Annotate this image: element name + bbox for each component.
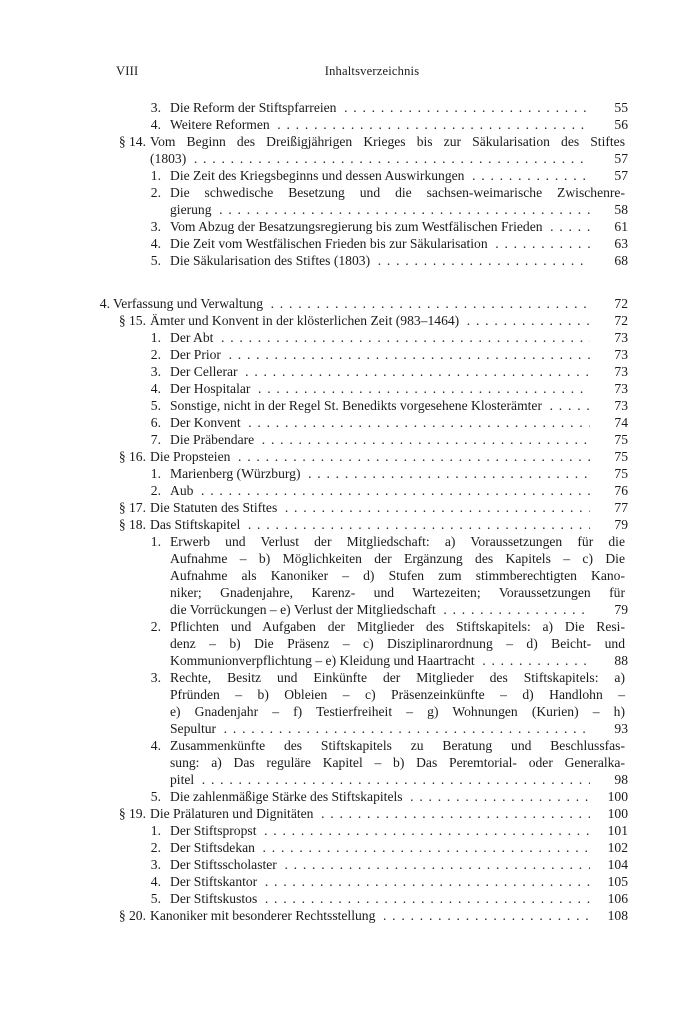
toc-entry-number: 4. — [150, 381, 161, 396]
toc-page-number: 108 — [607, 908, 628, 923]
toc-entry-title — [150, 517, 590, 533]
toc-page-number: 72 — [614, 296, 628, 311]
toc-page-number: 73 — [614, 330, 628, 345]
toc-entry-title — [170, 398, 590, 414]
toc-page-number: 75 — [614, 466, 628, 481]
toc-entry-title-line — [170, 755, 628, 771]
toc-entry-number: 3. — [150, 364, 161, 379]
toc-entry-number: § 17. — [118, 500, 146, 515]
toc-entry-text: Weitere Reformen — [170, 117, 273, 132]
toc-page-number: 75 — [614, 449, 628, 464]
toc-page-number: 73 — [614, 347, 628, 362]
toc-entry-title — [170, 466, 590, 482]
toc-entry-title — [170, 840, 590, 856]
toc-entry-number: 3. — [150, 857, 161, 872]
toc-entry-title — [150, 908, 590, 924]
toc-entry-text: Die Säkularisation des Stiftes (1803) — [170, 253, 373, 268]
toc-page-number: 100 — [607, 806, 628, 821]
toc-page-number: 98 — [614, 772, 628, 787]
toc-entry-text: Rechte, Besitz und Einkünfte der Mitglieder des Stiftskapitels: a) — [170, 670, 628, 685]
toc-page-number: 73 — [614, 364, 628, 379]
toc-entry-text: Die Zeit des Kriegsbeginns und dessen Auswirkungen — [170, 168, 467, 183]
toc-page-number: 102 — [607, 840, 628, 855]
toc-entry-title — [170, 347, 590, 363]
toc-entry-title — [170, 168, 590, 184]
toc-entry-title-line — [170, 185, 628, 201]
toc-entry-number: 6. — [150, 415, 161, 430]
toc-entry-text: Verfassung und Verwaltung — [113, 296, 266, 311]
toc-entry-title — [170, 117, 590, 133]
toc-page-number: 75 — [614, 432, 628, 447]
toc-entry-title-line — [170, 704, 628, 720]
toc-page-number: 74 — [614, 415, 628, 430]
toc-entry-number: 7. — [150, 432, 161, 447]
toc-entry-text: denz – b) Die Präsenz – c) Disziplinarordnung – d) Beicht- und — [170, 636, 628, 651]
toc-entry-text: Erwerb und Verlust der Mitgliedschaft: a) Voraussetzungen für die — [170, 534, 628, 549]
toc-entry-title — [170, 602, 590, 618]
toc-page-number: 105 — [607, 874, 628, 889]
toc-entry-title-line — [170, 619, 628, 635]
toc-entry-number: 1. — [150, 823, 161, 838]
toc-entry-title-line — [170, 585, 628, 601]
toc-entry-title — [170, 236, 590, 252]
toc-entry-title — [170, 721, 590, 737]
toc-entry-text: Die Propsteien — [150, 449, 233, 464]
toc-entry-text: Kommunionverpflichtung – e) Kleidung und Haartracht — [170, 653, 478, 668]
toc-entry-text: Der Cellerar — [170, 364, 241, 379]
toc-entry-text: Die Prälaturen und Dignitäten — [150, 806, 316, 821]
toc-entry-title — [170, 772, 590, 788]
toc-entry-text: Die schwedische Besetzung und die sachsen-weimarische Zwischenre- — [170, 185, 628, 200]
toc-entry-text: Aub — [170, 483, 196, 498]
toc-entry-text: Ämter und Konvent in der klösterlichen Zeit (983–1464) — [150, 313, 462, 328]
toc-entry-number: 2. — [150, 840, 161, 855]
toc-entry-text: Die Zeit vom Westfälischen Frieden bis zur Säkularisation — [170, 236, 491, 251]
toc-entry-text: Der Abt — [170, 330, 216, 345]
toc-entry-number: 2. — [150, 483, 161, 498]
toc-entry-text: Die zahlenmäßige Stärke des Stiftskapitels — [170, 789, 406, 804]
toc-entry-text: Kanoniker mit besonderer Rechtsstellung — [150, 908, 378, 923]
toc-entry-text: Der Stiftspropst — [170, 823, 259, 838]
toc-entry-title — [150, 151, 590, 167]
toc-entry-number: 4. — [150, 117, 161, 132]
toc-page-number: 77 — [614, 500, 628, 515]
toc-entry-number: 3. — [150, 219, 161, 234]
toc-entry-title — [150, 449, 590, 465]
toc-entry-title-line — [170, 738, 628, 754]
toc-entry-title — [170, 653, 590, 669]
toc-entry-number: § 14. — [118, 134, 146, 149]
toc-entry-title — [170, 874, 590, 890]
toc-entry-number: § 18. — [118, 517, 146, 532]
toc-page-number: 63 — [614, 236, 628, 251]
toc-entry-number: 1. — [150, 534, 161, 549]
toc-entry-number: 4. — [150, 874, 161, 889]
toc-entry-text: Der Stiftsdekan — [170, 840, 258, 855]
toc-entry-title — [170, 432, 590, 448]
toc-page-number: 68 — [614, 253, 628, 268]
toc-entry-title — [170, 789, 590, 805]
page-header — [116, 64, 628, 82]
toc-entry-text: Marienberg (Würzburg) — [170, 466, 303, 481]
toc-entry-number: 2. — [150, 185, 161, 200]
toc-page-number: 73 — [614, 381, 628, 396]
toc-entry-text: Sepultur — [170, 721, 219, 736]
toc-entry-number: 5. — [150, 253, 161, 268]
toc-entry-title-line — [170, 687, 628, 703]
toc-page-number: 79 — [614, 602, 628, 617]
toc-entry-title-line — [150, 134, 628, 150]
toc-entry-title-line — [170, 636, 628, 652]
toc-entry-text: Der Prior — [170, 347, 224, 362]
folio-number: VIII — [116, 64, 139, 78]
toc-entry-text: Vom Abzug der Besatzungsregierung bis zum Westfälischen Frieden — [170, 219, 546, 234]
toc-entry-title — [150, 313, 590, 329]
toc-entry-text: Das Stiftskapitel — [150, 517, 243, 532]
toc-entry-text: Pfründen – b) Obleien – c) Präsenzeinkünfte – d) Handlohn – — [170, 687, 628, 702]
toc-entry-text: Aufnahme als Kanoniker – d) Stufen zum stimmberechtigten Kano- — [170, 568, 628, 583]
toc-entry-text: Sonstige, nicht in der Regel St. Benedikts vorgesehene Klosterämter — [170, 398, 545, 413]
toc-entry-text: sung: a) Das reguläre Kapitel – b) Das Peremtorial- oder Generalka- — [170, 755, 628, 770]
toc-entry-number: 4. — [150, 738, 161, 753]
toc-page-number: 57 — [614, 151, 628, 166]
toc-entry-title-line — [170, 568, 628, 584]
toc-entry-title — [170, 364, 590, 380]
toc-entry-text: gierung — [170, 202, 215, 217]
toc-entry-text: Der Stiftskantor — [170, 874, 260, 889]
toc-entry-title-line — [170, 551, 628, 567]
toc-entry-title — [170, 381, 590, 397]
toc-entry-text: Die Statuten des Stiftes — [150, 500, 280, 515]
toc-entry-text: (1803) — [150, 151, 189, 166]
toc-entry-title — [170, 330, 590, 346]
toc-page-number: 56 — [614, 117, 628, 132]
toc-page-number: 73 — [614, 398, 628, 413]
toc-entry-text: Die Präbendare — [170, 432, 257, 447]
toc-entry-number: § 20. — [118, 908, 146, 923]
toc-page-number: 72 — [614, 313, 628, 328]
toc-page-number: 100 — [607, 789, 628, 804]
toc-entry-number: 1. — [150, 466, 161, 481]
toc-entry-number: 2. — [150, 347, 161, 362]
toc-entry-title — [170, 483, 590, 499]
toc-entry-title-line — [170, 534, 628, 550]
toc-entry-title — [170, 415, 590, 431]
toc-entry-title — [150, 806, 590, 822]
toc-entry-number: 2. — [150, 619, 161, 634]
toc-page-number: 104 — [607, 857, 628, 872]
toc-page-number: 57 — [614, 168, 628, 183]
toc-entry-number: 4. — [150, 236, 161, 251]
toc-page-number: 55 — [614, 100, 628, 115]
toc-entry-text: die Vorrückungen – e) Verlust der Mitgliedschaft — [170, 602, 439, 617]
toc-entry-text: Der Stiftsscholaster — [170, 857, 280, 872]
toc-entry-text: e) Gnadenjahr – f) Testierfreiheit – g) Wohnungen (Kurien) – h) — [170, 704, 628, 719]
toc-entry-title — [170, 253, 590, 269]
toc-entry-title — [170, 823, 590, 839]
toc-entry-number: 3. — [150, 100, 161, 115]
toc-entry-text: Pflichten und Aufgaben der Mitglieder des Stiftskapitels: a) Die Resi- — [170, 619, 628, 634]
toc-entry-title — [170, 100, 590, 116]
toc-page-number: 88 — [614, 653, 628, 668]
toc-entry-title-line — [170, 670, 628, 686]
toc-entry-title — [170, 202, 590, 218]
toc-entry-number: 3. — [150, 670, 161, 685]
toc-entry-text: Der Hospitalar — [170, 381, 253, 396]
toc-entry-text: Der Konvent — [170, 415, 244, 430]
toc-page-number: 58 — [614, 202, 628, 217]
toc-page-number: 93 — [614, 721, 628, 736]
toc-entry-text: Die Reform der Stiftspfarreien — [170, 100, 339, 115]
toc-page-number: 61 — [614, 219, 628, 234]
toc-entry-number: 5. — [150, 398, 161, 413]
toc-entry-title — [170, 219, 590, 235]
toc-entry-text: Vom Beginn des Dreißigjährigen Krieges bis zur Säkularisation des Stiftes — [150, 134, 628, 149]
toc-entry-number: § 15. — [118, 313, 146, 328]
toc-entry-number: 1. — [150, 330, 161, 345]
toc-entry-title — [150, 500, 590, 516]
toc-entry-text: pitel — [170, 772, 197, 787]
toc-entry-number: 1. — [150, 168, 161, 183]
toc-entry-number: § 16. — [118, 449, 146, 464]
toc-page-number: 101 — [607, 823, 628, 838]
toc-entry-number: 5. — [150, 891, 161, 906]
toc-entry-title — [170, 891, 590, 907]
running-title: Inhaltsverzeichnis — [324, 64, 420, 78]
toc-page-number: 79 — [614, 517, 628, 532]
toc-entry-text: niker; Gnadenjahre, Karenz- und Wartezeiten; Voraussetzungen für — [170, 585, 628, 600]
toc-entry-number: § 19. — [118, 806, 146, 821]
toc-entry-title — [113, 296, 590, 312]
toc-entry-text: Aufnahme – b) Möglichkeiten der Ergänzung des Kapitels – c) Die — [170, 551, 628, 566]
toc-entry-text: Zusammenkünfte des Stiftskapitels zu Beratung und Beschlussfas- — [170, 738, 628, 753]
toc-entry-text: Der Stiftskustos — [170, 891, 260, 906]
toc-page-number: 106 — [607, 891, 628, 906]
toc-page-number: 76 — [614, 483, 628, 498]
toc-entry-number: 4. — [99, 296, 110, 311]
toc-entry-title — [170, 857, 590, 873]
toc-entry-number: 5. — [150, 789, 161, 804]
